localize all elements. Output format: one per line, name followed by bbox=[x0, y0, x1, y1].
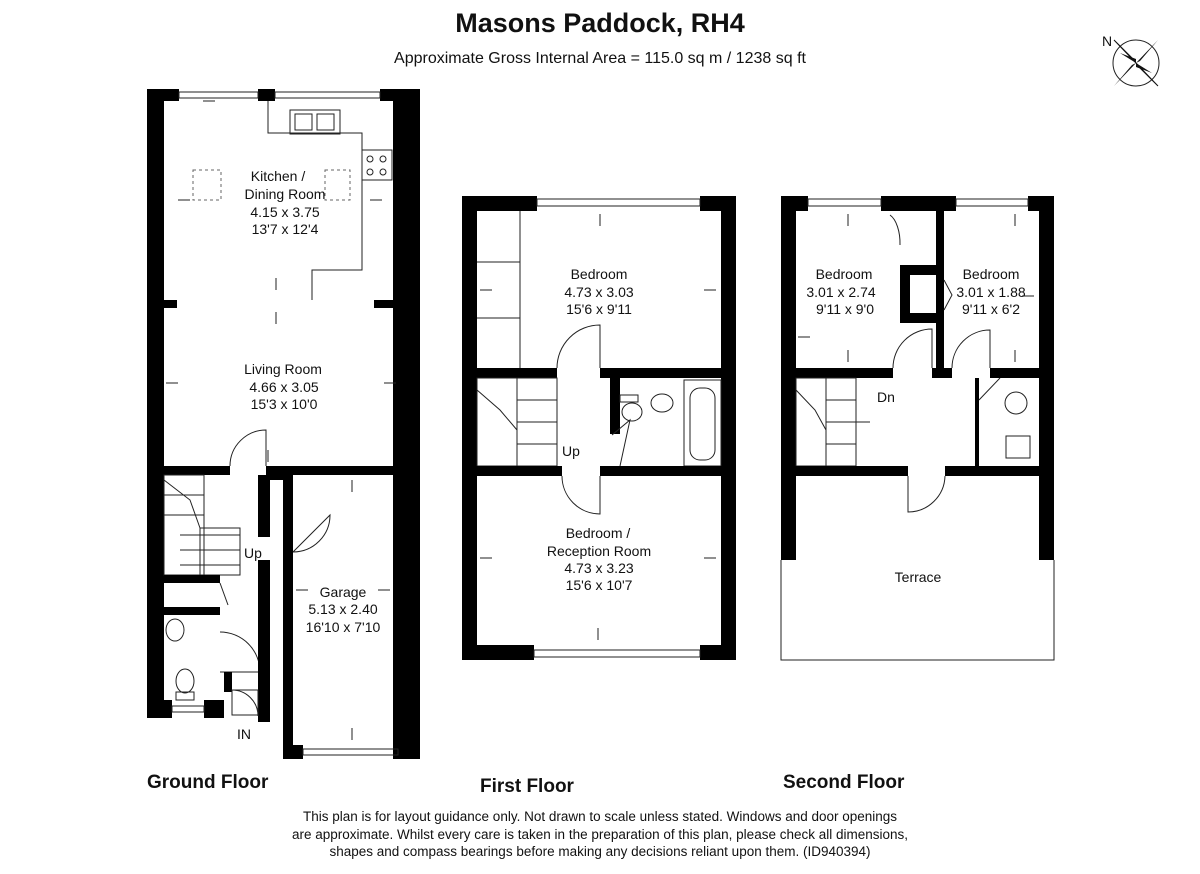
second-bedroom-right-label bbox=[956, 266, 1025, 317]
kitchen-name-line1: Kitchen / bbox=[250, 168, 306, 184]
garage-label bbox=[306, 584, 381, 635]
entrance-label: IN bbox=[237, 726, 251, 742]
terrace-label: Terrace bbox=[894, 569, 942, 585]
living-room-name: Living Room bbox=[244, 361, 322, 377]
reception-name-line2: Reception Room bbox=[546, 543, 652, 559]
garage-name: Garage bbox=[319, 584, 367, 600]
second-bedroom-right-name: Bedroom bbox=[962, 266, 1020, 282]
second-bedroom-left-dimensions-imperial: 9'11 x 9'0 bbox=[815, 301, 875, 317]
second-bedroom-right-dimensions-imperial: 9'11 x 6'2 bbox=[961, 301, 1021, 317]
second-bedroom-right-dimensions-metric: 3.01 x 1.88 bbox=[956, 284, 1026, 300]
disclaimer bbox=[250, 808, 950, 861]
kitchen-dimensions-metric: 4.15 x 3.75 bbox=[250, 204, 320, 220]
reception-dimensions-metric: 4.73 x 3.23 bbox=[564, 560, 634, 576]
first-bedroom-name: Bedroom bbox=[570, 266, 628, 282]
second-bedroom-left-dimensions-metric: 3.01 x 2.74 bbox=[806, 284, 876, 300]
compass-north-label: N bbox=[1102, 33, 1113, 49]
reception-room-label bbox=[547, 525, 651, 593]
garage-dimensions-imperial: 16'10 x 7'10 bbox=[305, 619, 381, 635]
disclaimer-line-2: are approximate. Whilst every care is taken in the preparation of this plan, please check all dimensions, bbox=[291, 826, 909, 842]
living-room-dimensions-imperial: 15'3 x 10'0 bbox=[250, 396, 318, 412]
reception-name-line1: Bedroom / bbox=[565, 525, 631, 541]
page-title: Masons Paddock, RH4 bbox=[455, 8, 745, 38]
kitchen-name-line2: Dining Room bbox=[244, 186, 326, 202]
first-floor-label: First Floor bbox=[480, 776, 574, 797]
living-room-label bbox=[244, 361, 322, 412]
first-stairs-up-label: Up bbox=[562, 443, 580, 459]
garage-dimensions-metric: 5.13 x 2.40 bbox=[308, 601, 378, 617]
first-bedroom-label bbox=[564, 266, 633, 317]
area-subtitle: Approximate Gross Internal Area = 115.0 sq m / 1238 sq ft bbox=[394, 50, 806, 67]
reception-dimensions-imperial: 15'6 x 10'7 bbox=[565, 577, 633, 593]
disclaimer-line-1: This plan is for layout guidance only. Not drawn to scale unless stated. Windows and door openings bbox=[302, 809, 898, 824]
first-bedroom-dimensions-imperial: 15'6 x 9'11 bbox=[566, 301, 632, 317]
living-room-dimensions-metric: 4.66 x 3.05 bbox=[249, 379, 319, 395]
ground-stairs-up-label: Up bbox=[244, 545, 262, 561]
kitchen-label bbox=[245, 168, 326, 237]
first-bedroom-dimensions-metric: 4.73 x 3.03 bbox=[564, 284, 634, 300]
second-floor-label: Second Floor bbox=[783, 772, 905, 793]
second-bedroom-left-name: Bedroom bbox=[815, 266, 873, 282]
ground-floor-label: Ground Floor bbox=[147, 772, 269, 793]
kitchen-dimensions-imperial: 13'7 x 12'4 bbox=[251, 221, 319, 237]
second-stairs-down-label: Dn bbox=[877, 389, 895, 405]
second-bedroom-left-label bbox=[806, 266, 875, 317]
disclaimer-line-3: shapes and compass bearings before making any decisions reliant upon them. (ID940394) bbox=[329, 844, 871, 859]
